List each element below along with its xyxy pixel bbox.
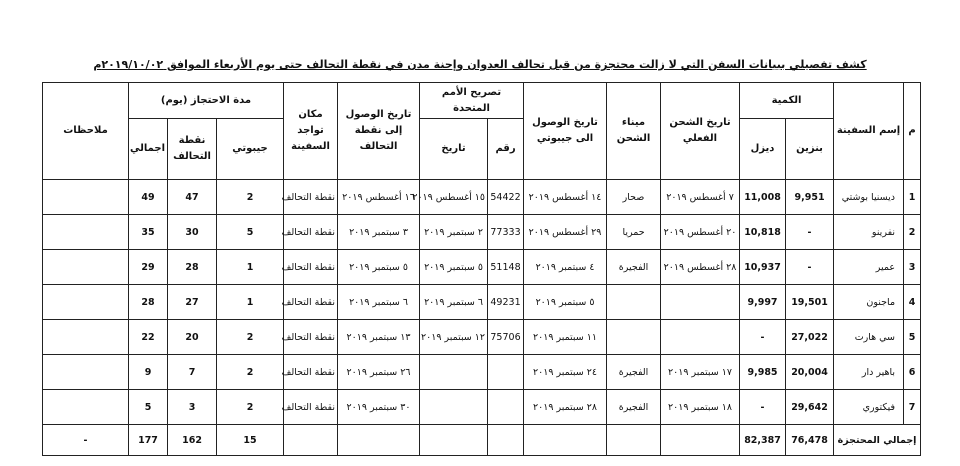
cell-un-number	[488, 355, 524, 390]
table-row	[43, 355, 921, 390]
cell-arrival-coalition: ٦ سبتمبر ٢٠١٩	[338, 285, 420, 320]
cell-loading-date: ١٨ سبتمبر ٢٠١٩	[661, 390, 740, 425]
cell-num: 1	[904, 180, 921, 215]
header-un-number: رقم	[488, 119, 524, 180]
cell-petrol: 20,004	[786, 355, 834, 390]
cell-det-djibouti: 2	[217, 390, 284, 425]
cell-det-djibouti: 1	[217, 285, 284, 320]
cell-un-date: ١٢ سبتمبر ٢٠١٩	[420, 320, 488, 355]
table-row	[43, 285, 921, 320]
header-det-total: اجمالي	[129, 119, 168, 180]
cell-diesel: 10,818	[740, 215, 786, 250]
cell-ship-location: نقطة التحالف	[284, 320, 338, 355]
cell-un-date: ١٥ أغسطس ٢٠١٩	[420, 180, 488, 215]
cell-ship-name: سي هارت	[834, 320, 904, 355]
cell-loading-date	[661, 285, 740, 320]
cell-arrival-coalition: ٣ سبتمبر ٢٠١٩	[338, 215, 420, 250]
total-det-total: 177	[129, 425, 168, 456]
cell-un-date: ٢ سبتمبر ٢٠١٩	[420, 215, 488, 250]
cell-det-coalition: 3	[168, 390, 217, 425]
cell-det-total: 29	[129, 250, 168, 285]
cell-det-total: 28	[129, 285, 168, 320]
cell-un-date	[420, 355, 488, 390]
cell-num: 7	[904, 390, 921, 425]
header-un-date: تاريخ	[420, 119, 488, 180]
header-notes: ملاحظات	[43, 83, 129, 180]
cell-ship-name: باهير دار	[834, 355, 904, 390]
cell-diesel: 9,985	[740, 355, 786, 390]
cell-det-djibouti: 2	[217, 355, 284, 390]
cell-diesel: -	[740, 390, 786, 425]
total-empty	[607, 425, 661, 456]
document-title: كشف تفصيلي ببيانات السفن التي لا زالت محتجزة من قبل تحالف العدوان وإحنة مدن في نقطة التحالف حتى يوم الأربعاء الموافق ٢٠١٩/١٠/٠٢م	[93, 58, 867, 71]
cell-loading-port: حمريا	[607, 215, 661, 250]
cell-det-coalition: 27	[168, 285, 217, 320]
cell-num: 4	[904, 285, 921, 320]
cell-arrival-djibouti: ٢٩ أغسطس ٢٠١٩	[524, 215, 607, 250]
total-petrol: 76,478	[786, 425, 834, 456]
cell-un-date: ٥ سبتمبر ٢٠١٩	[420, 250, 488, 285]
cell-diesel: 11,008	[740, 180, 786, 215]
cell-num: 5	[904, 320, 921, 355]
cell-loading-date: ١٧ سبتمبر ٢٠١٩	[661, 355, 740, 390]
cell-det-djibouti: 2	[217, 320, 284, 355]
cell-arrival-djibouti: ٤ سبتمبر ٢٠١٩	[524, 250, 607, 285]
cell-ship-location: نقطة التحالف	[284, 355, 338, 390]
cell-arrival-coalition: ١٣ سبتمبر ٢٠١٩	[338, 320, 420, 355]
cell-det-djibouti: 2	[217, 180, 284, 215]
cell-loading-port: الفجيرة	[607, 250, 661, 285]
header-ship-location: مكان تواجد السفينة	[284, 83, 338, 180]
cell-un-number: 75706	[488, 320, 524, 355]
cell-det-coalition: 20	[168, 320, 217, 355]
cell-loading-date: ٢٠ أغسطس ٢٠١٩	[661, 215, 740, 250]
total-diesel: 82,387	[740, 425, 786, 456]
cell-loading-date: ٢٨ أغسطس ٢٠١٩	[661, 250, 740, 285]
header-un-clearance: تصريح الأمم المتحدة	[420, 83, 524, 119]
cell-ship-location: نقطة التحالف	[284, 250, 338, 285]
total-empty	[284, 425, 338, 456]
total-det-coalition: 162	[168, 425, 217, 456]
cell-loading-port: الفجيرة	[607, 355, 661, 390]
header-det-coalition: نقطة التحالف	[168, 119, 217, 180]
cell-num: 2	[904, 215, 921, 250]
cell-un-number: 49231	[488, 285, 524, 320]
cell-notes	[43, 320, 129, 355]
cell-petrol: -	[786, 250, 834, 285]
header-diesel: ديزل	[740, 119, 786, 180]
cell-ship-name: عمير	[834, 250, 904, 285]
cell-un-number: 54422	[488, 180, 524, 215]
total-empty	[524, 425, 607, 456]
header-petrol: بنزين	[786, 119, 834, 180]
total-notes: -	[43, 425, 129, 456]
cell-ship-name: ديسنيا بوشتي	[834, 180, 904, 215]
table-row	[43, 390, 921, 425]
total-empty	[338, 425, 420, 456]
cell-num: 6	[904, 355, 921, 390]
cell-un-number	[488, 390, 524, 425]
cell-ship-location: نقطة التحالف	[284, 215, 338, 250]
cell-notes	[43, 355, 129, 390]
cell-arrival-djibouti: ٢٨ سبتمبر ٢٠١٩	[524, 390, 607, 425]
cell-un-number: 51148	[488, 250, 524, 285]
cell-det-total: 22	[129, 320, 168, 355]
cell-det-coalition: 30	[168, 215, 217, 250]
cell-petrol: -	[786, 215, 834, 250]
header-arrival-coalition: تاريخ الوصول إلى نقطة التحالف	[338, 83, 420, 180]
table-row	[43, 180, 921, 215]
cell-petrol: 29,642	[786, 390, 834, 425]
header-quantity: الكمية	[740, 83, 834, 119]
header-ship-name: إسم السفينة	[834, 83, 904, 180]
header-loading-date: تاريخ الشحن الفعلي	[661, 83, 740, 180]
cell-diesel: 10,937	[740, 250, 786, 285]
cell-notes	[43, 215, 129, 250]
cell-det-coalition: 47	[168, 180, 217, 215]
cell-diesel: 9,997	[740, 285, 786, 320]
cell-un-date: ٦ سبتمبر ٢٠١٩	[420, 285, 488, 320]
header-det-djibouti: جيبوتي	[217, 119, 284, 180]
cell-det-total: 49	[129, 180, 168, 215]
cell-ship-name: فيكتوري	[834, 390, 904, 425]
cell-loading-port: صحار	[607, 180, 661, 215]
cell-det-djibouti: 5	[217, 215, 284, 250]
cell-loading-port: الفجيرة	[607, 390, 661, 425]
table-row	[43, 250, 921, 285]
cell-num: 3	[904, 250, 921, 285]
ships-table	[42, 82, 921, 456]
cell-ship-location: نقطة التحالف	[284, 390, 338, 425]
cell-ship-location: نقطة التحالف	[284, 285, 338, 320]
cell-loading-date	[661, 320, 740, 355]
cell-arrival-djibouti: ١٤ أغسطس ٢٠١٩	[524, 180, 607, 215]
cell-arrival-coalition: ١٦ أغسطس ٢٠١٩	[338, 180, 420, 215]
cell-un-date	[420, 390, 488, 425]
cell-arrival-djibouti: ٥ سبتمبر ٢٠١٩	[524, 285, 607, 320]
total-det-djibouti: 15	[217, 425, 284, 456]
cell-det-total: 5	[129, 390, 168, 425]
header-num: م	[904, 83, 921, 180]
cell-notes	[43, 390, 129, 425]
cell-loading-port	[607, 285, 661, 320]
cell-loading-port	[607, 320, 661, 355]
cell-petrol: 9,951	[786, 180, 834, 215]
cell-petrol: 27,022	[786, 320, 834, 355]
cell-arrival-coalition: ٢٦ سبتمبر ٢٠١٩	[338, 355, 420, 390]
cell-un-number: 77333	[488, 215, 524, 250]
total-empty	[661, 425, 740, 456]
total-row	[43, 425, 921, 456]
cell-ship-name: نفرينو	[834, 215, 904, 250]
cell-det-coalition: 28	[168, 250, 217, 285]
cell-det-coalition: 7	[168, 355, 217, 390]
total-empty	[420, 425, 488, 456]
cell-arrival-coalition: ٥ سبتمبر ٢٠١٩	[338, 250, 420, 285]
cell-det-total: 9	[129, 355, 168, 390]
cell-notes	[43, 250, 129, 285]
cell-loading-date: ٧ أغسطس ٢٠١٩	[661, 180, 740, 215]
header-arrival-djibouti: تاريخ الوصول الى جيبوتي	[524, 83, 607, 180]
header-detention: مدة الاحتجاز (يوم)	[129, 83, 284, 119]
cell-arrival-djibouti: ١١ سبتمبر ٢٠١٩	[524, 320, 607, 355]
cell-det-total: 35	[129, 215, 168, 250]
header-loading-port: ميناء الشحن	[607, 83, 661, 180]
total-label: إجمالي المحتجزة	[834, 425, 921, 456]
cell-det-djibouti: 1	[217, 250, 284, 285]
cell-ship-location: نقطة التحالف	[284, 180, 338, 215]
table-row	[43, 215, 921, 250]
table-row	[43, 320, 921, 355]
cell-notes	[43, 180, 129, 215]
cell-arrival-coalition: ٣٠ سبتمبر ٢٠١٩	[338, 390, 420, 425]
cell-arrival-djibouti: ٢٤ سبتمبر ٢٠١٩	[524, 355, 607, 390]
cell-diesel: -	[740, 320, 786, 355]
cell-notes	[43, 285, 129, 320]
cell-ship-name: ماجنون	[834, 285, 904, 320]
cell-petrol: 19,501	[786, 285, 834, 320]
total-empty	[488, 425, 524, 456]
